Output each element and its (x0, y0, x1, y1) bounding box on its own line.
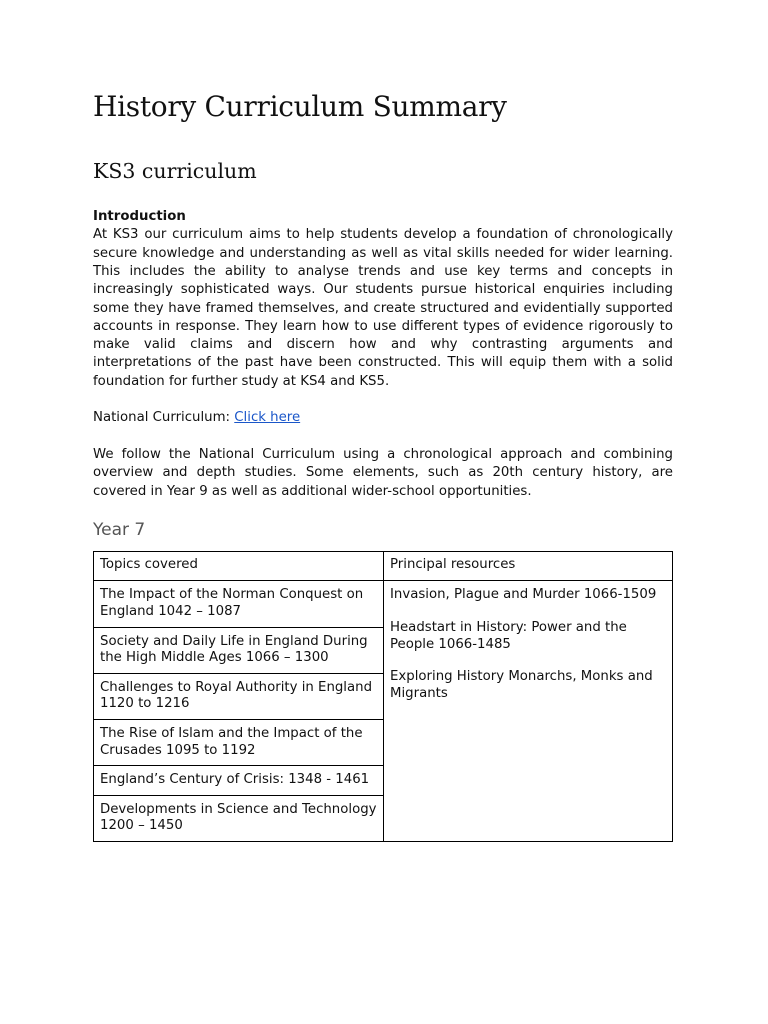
section-title: KS3 curriculum (93, 159, 257, 183)
resource-item: Headstart in History: Power and the People 1066-1485 (390, 620, 627, 652)
topics-column-header: Topics covered (94, 551, 384, 581)
table-row (94, 581, 673, 627)
national-curriculum-line (93, 409, 673, 427)
resources-column-header: Principal resources (384, 551, 673, 581)
document-content (93, 88, 673, 842)
topic-cell: Society and Daily Life in England During the High Middle Ages 1066 – 1300 (94, 627, 384, 673)
intro-heading: Introduction (93, 209, 186, 224)
topic-cell: Challenges to Royal Authority in England 1120 to 1216 (94, 673, 384, 719)
topic-cell: England’s Century of Crisis: 1348 - 1461 (94, 766, 384, 796)
topic-cell: Developments in Science and Technology 1200 – 1450 (94, 795, 384, 841)
topic-cell: The Impact of the Norman Conquest on England 1042 – 1087 (94, 581, 384, 627)
approach-paragraph: We follow the National Curriculum using a chronological approach and combining overview and depth studies. Some elements, such as 20th century history, are covered in Year 9 as well as additional wider-school opportunities. (93, 446, 673, 499)
topic-cell: The Rise of Islam and the Impact of the Crusades 1095 to 1192 (94, 720, 384, 766)
year-7-table (93, 551, 673, 842)
table-header-row (94, 551, 673, 581)
national-curriculum-label: National Curriculum: (93, 410, 235, 426)
page-title: History Curriculum Summary (93, 90, 507, 123)
national-curriculum-link[interactable]: Click here (234, 410, 301, 426)
resource-item: Exploring History Monarchs, Monks and Migrants (390, 669, 653, 701)
resource-item: Invasion, Plague and Murder 1066-1509 (390, 587, 657, 603)
year-7-heading: Year 7 (93, 519, 146, 540)
resources-cell (384, 581, 673, 842)
intro-paragraph: At KS3 our curriculum aims to help students develop a foundation of chronologically secure knowledge and understanding as well as vital skills needed for wider learning. This includes the ability to analyse trends and use key terms and concepts in increasingly sophisticated ways. Our students pursue historical enquiries including some they have framed themselves, and create structured and evidentially supported accounts in response. They learn how to use different types of evidence rigorously to make valid claims and discern how and why contrasting arguments and interpretations of the past have been constructed. This will equip them with a solid foundation for further study at KS4 and KS5. (93, 227, 673, 389)
